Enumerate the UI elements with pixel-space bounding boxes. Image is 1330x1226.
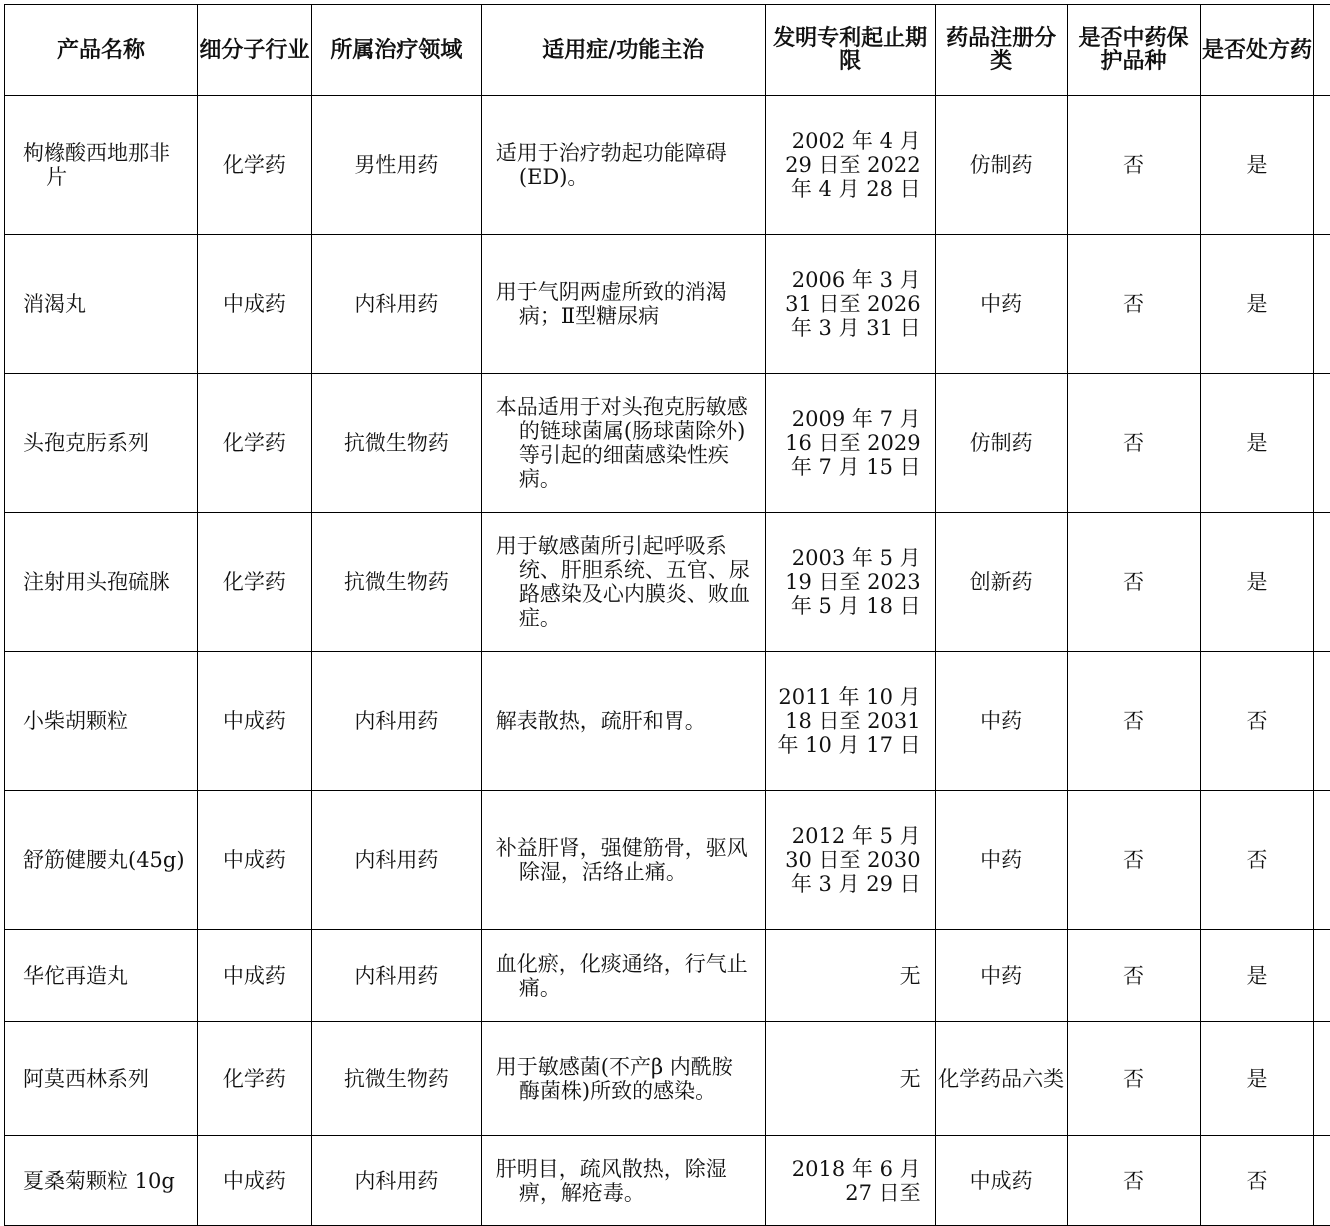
therapy-area-cell: 内科用药 bbox=[311, 652, 481, 791]
extra-cell bbox=[1314, 96, 1330, 235]
registration-cell: 创新药 bbox=[935, 513, 1067, 652]
table-row bbox=[5, 652, 1330, 791]
registration-cell: 仿制药 bbox=[935, 374, 1067, 513]
header-therapy-area: 所属治疗领域 bbox=[311, 5, 481, 96]
table-row bbox=[5, 235, 1330, 374]
patent-term-cell: 2009 年 7 月 16 日至 2029 年 7 月 15 日 bbox=[765, 374, 935, 513]
patent-term-cell: 2018 年 6 月 27 日至 bbox=[765, 1136, 935, 1226]
therapy-area-cell: 内科用药 bbox=[311, 791, 481, 930]
industry-cell: 中成药 bbox=[197, 791, 311, 930]
indication-cell: 用于敏感菌所引起呼吸系统、肝胆系统、五官、尿路感染及心内膜炎、败血症。 bbox=[481, 513, 765, 652]
therapy-area-cell: 抗微生物药 bbox=[311, 513, 481, 652]
registration-cell: 仿制药 bbox=[935, 96, 1067, 235]
extra-cell bbox=[1314, 1136, 1330, 1226]
registration-cell: 中药 bbox=[935, 652, 1067, 791]
table-row bbox=[5, 1136, 1330, 1226]
header-registration: 药品注册分类 bbox=[935, 5, 1067, 96]
prescription-cell: 是 bbox=[1200, 374, 1314, 513]
prescription-cell: 是 bbox=[1200, 235, 1314, 374]
registration-cell: 化学药品六类 bbox=[935, 1022, 1067, 1136]
extra-cell bbox=[1314, 235, 1330, 374]
extra-cell bbox=[1314, 652, 1330, 791]
product-name: 消渴丸 bbox=[5, 235, 198, 374]
extra-cell bbox=[1314, 513, 1330, 652]
prescription-cell: 否 bbox=[1200, 791, 1314, 930]
industry-cell: 中成药 bbox=[197, 1136, 311, 1226]
indication-cell: 补益肝肾，强健筋骨，驱风除湿，活络止痛。 bbox=[481, 791, 765, 930]
indication-cell: 适用于治疗勃起功能障碍(ED)。 bbox=[481, 96, 765, 235]
registration-cell: 中药 bbox=[935, 235, 1067, 374]
prescription-cell: 是 bbox=[1200, 1022, 1314, 1136]
header-patent-term: 发明专利起止期限 bbox=[765, 5, 935, 96]
product-name: 夏桑菊颗粒 10g bbox=[5, 1136, 198, 1226]
table-row bbox=[5, 374, 1330, 513]
industry-cell: 化学药 bbox=[197, 1022, 311, 1136]
therapy-area-cell: 内科用药 bbox=[311, 930, 481, 1022]
therapy-area-cell: 男性用药 bbox=[311, 96, 481, 235]
table-row bbox=[5, 1022, 1330, 1136]
indication-cell: 用于气阴两虚所致的消渴病；Ⅱ型糖尿病 bbox=[481, 235, 765, 374]
header-industry: 细分子行业 bbox=[197, 5, 311, 96]
product-name: 头孢克肟系列 bbox=[5, 374, 198, 513]
industry-cell: 化学药 bbox=[197, 96, 311, 235]
tcm-protected-cell: 否 bbox=[1067, 235, 1200, 374]
table-row bbox=[5, 96, 1330, 235]
header-product-name: 产品名称 bbox=[5, 5, 198, 96]
table-row bbox=[5, 513, 1330, 652]
therapy-area-cell: 内科用药 bbox=[311, 1136, 481, 1226]
tcm-protected-cell: 否 bbox=[1067, 652, 1200, 791]
product-name: 小柴胡颗粒 bbox=[5, 652, 198, 791]
tcm-protected-cell: 否 bbox=[1067, 1022, 1200, 1136]
indication-cell: 解表散热，疏肝和胃。 bbox=[481, 652, 765, 791]
registration-cell: 中药 bbox=[935, 791, 1067, 930]
product-name: 华佗再造丸 bbox=[5, 930, 198, 1022]
extra-cell bbox=[1314, 930, 1330, 1022]
prescription-cell: 是 bbox=[1200, 96, 1314, 235]
prescription-cell: 是 bbox=[1200, 930, 1314, 1022]
prescription-cell: 否 bbox=[1200, 1136, 1314, 1226]
extra-cell bbox=[1314, 791, 1330, 930]
industry-cell: 化学药 bbox=[197, 513, 311, 652]
product-name: 注射用头孢硫脒 bbox=[5, 513, 198, 652]
table-row bbox=[5, 791, 1330, 930]
patent-term-cell: 2003 年 5 月 19 日至 2023 年 5 月 18 日 bbox=[765, 513, 935, 652]
header-extra bbox=[1314, 5, 1330, 96]
tcm-protected-cell: 否 bbox=[1067, 791, 1200, 930]
therapy-area-cell: 抗微生物药 bbox=[311, 1022, 481, 1136]
prescription-cell: 是 bbox=[1200, 513, 1314, 652]
tcm-protected-cell: 否 bbox=[1067, 513, 1200, 652]
header-prescription: 是否处方药 bbox=[1200, 5, 1314, 96]
patent-term-cell: 无 bbox=[765, 1022, 935, 1136]
indication-cell: 用于敏感菌(不产β 内酰胺酶菌株)所致的感染。 bbox=[481, 1022, 765, 1136]
table-row bbox=[5, 930, 1330, 1022]
patent-term-cell: 2006 年 3 月 31 日至 2026 年 3 月 31 日 bbox=[765, 235, 935, 374]
patent-term-cell: 2002 年 4 月 29 日至 2022 年 4 月 28 日 bbox=[765, 96, 935, 235]
tcm-protected-cell: 否 bbox=[1067, 374, 1200, 513]
prescription-cell: 否 bbox=[1200, 652, 1314, 791]
patent-term-cell: 无 bbox=[765, 930, 935, 1022]
industry-cell: 化学药 bbox=[197, 374, 311, 513]
registration-cell: 中成药 bbox=[935, 1136, 1067, 1226]
product-name: 舒筋健腰丸(45g) bbox=[5, 791, 198, 930]
product-name: 枸橼酸西地那非片 bbox=[5, 96, 198, 235]
header-tcm-protected: 是否中药保护品种 bbox=[1067, 5, 1200, 96]
extra-cell bbox=[1314, 374, 1330, 513]
product-table bbox=[4, 4, 1330, 1226]
indication-cell: 本品适用于对头孢克肟敏感的链球菌属(肠球菌除外)等引起的细菌感染性疾病。 bbox=[481, 374, 765, 513]
tcm-protected-cell: 否 bbox=[1067, 930, 1200, 1022]
industry-cell: 中成药 bbox=[197, 652, 311, 791]
tcm-protected-cell: 否 bbox=[1067, 1136, 1200, 1226]
industry-cell: 中成药 bbox=[197, 235, 311, 374]
header-indication: 适用症/功能主治 bbox=[481, 5, 765, 96]
product-name: 阿莫西林系列 bbox=[5, 1022, 198, 1136]
therapy-area-cell: 内科用药 bbox=[311, 235, 481, 374]
indication-cell: 肝明目，疏风散热，除湿痹，解疮毒。 bbox=[481, 1136, 765, 1226]
registration-cell: 中药 bbox=[935, 930, 1067, 1022]
patent-term-cell: 2012 年 5 月 30 日至 2030 年 3 月 29 日 bbox=[765, 791, 935, 930]
tcm-protected-cell: 否 bbox=[1067, 96, 1200, 235]
industry-cell: 中成药 bbox=[197, 930, 311, 1022]
patent-term-cell: 2011 年 10 月 18 日至 2031 年 10 月 17 日 bbox=[765, 652, 935, 791]
header-row bbox=[5, 5, 1330, 96]
extra-cell bbox=[1314, 1022, 1330, 1136]
indication-cell: 血化瘀，化痰通络，行气止痛。 bbox=[481, 930, 765, 1022]
therapy-area-cell: 抗微生物药 bbox=[311, 374, 481, 513]
